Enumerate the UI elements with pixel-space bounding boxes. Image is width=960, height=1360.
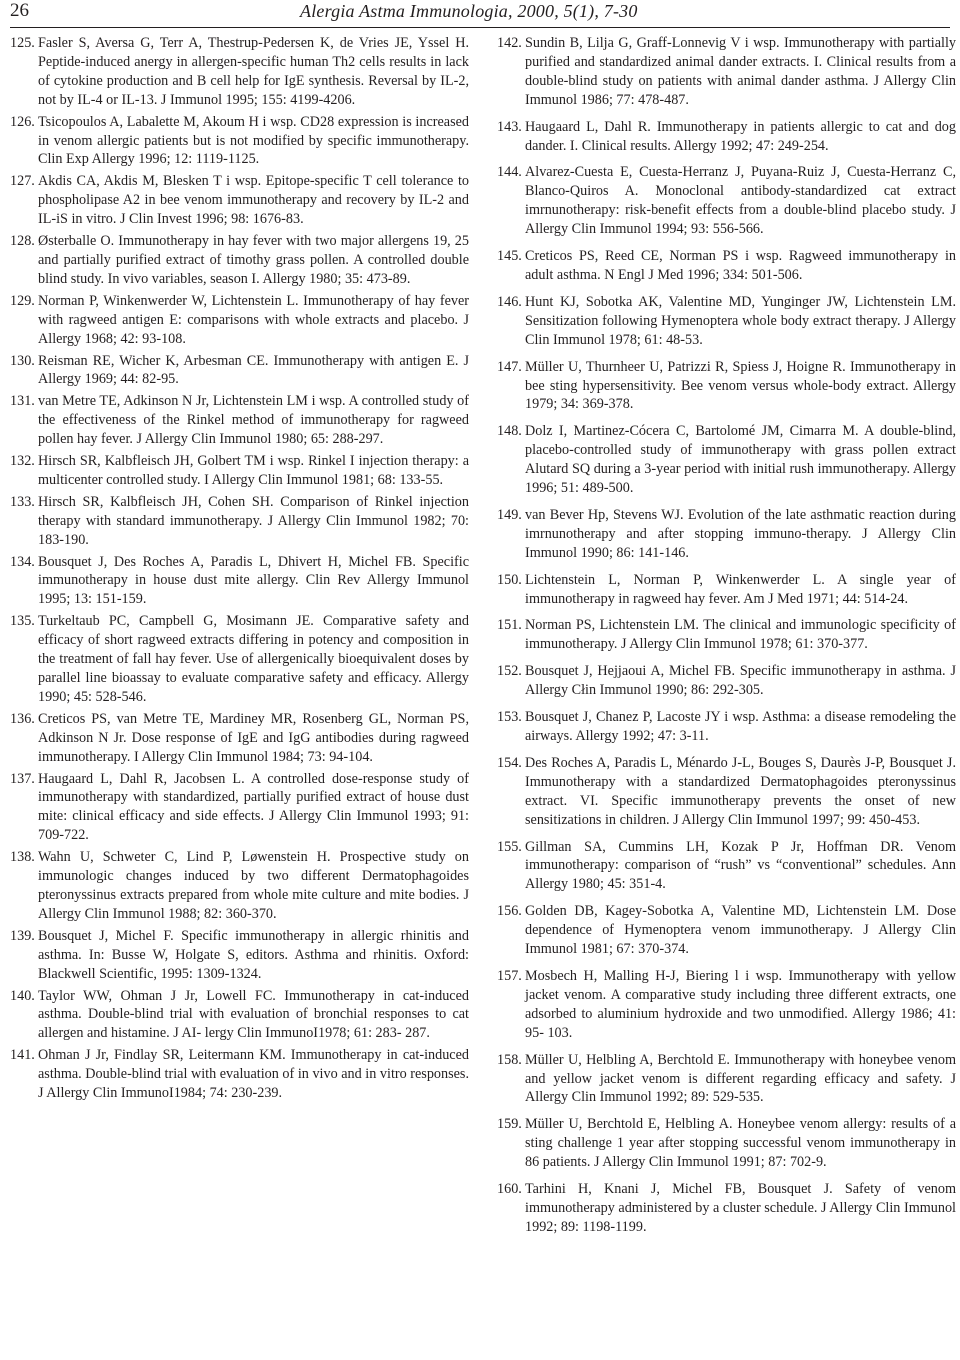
- reference-item: [497, 902, 956, 959]
- reference-number: 150.: [497, 571, 522, 588]
- reference-text: Gillman SA, Cummins LH, Kozak P Jr, Hoffman DR. Venom immunotherapy: comparison of “rush” vs “conventional” schedules. Ann Allergy 1980; 45: 351-4.: [525, 838, 956, 893]
- reference-text: Müller U, Berchtold E, Helbling A. Honeybee venom allergy: results of a sting challenge 1 year after stopping successful venom immunotherapy in 86 patients. J Allergy Clin Immunol 1991; 87: 702-9.: [525, 1116, 956, 1171]
- reference-item: [497, 358, 956, 415]
- reference-number: 155.: [497, 838, 522, 855]
- reference-number: 132.: [10, 453, 35, 470]
- reference-item: [497, 754, 956, 830]
- reference-item: [10, 987, 469, 1044]
- reference-item: [10, 352, 469, 390]
- reference-text: Creticos PS, van Metre TE, Mardiney MR, Rosenberg GL, Norman PS, Adkinson N Jr. Dose response of IgE and IgG antibodies during ragweed immunotherapy. I Allergy Clin Immunol 1984; 73: 94-104.: [38, 710, 469, 765]
- reference-text: Hirsch SR, Kalbfleisch JH, Golbert TM i wsp. Rinkel I injection therapy: a multicenter controlled study. I Allergy Clin Immunol 1981; 68: 133-55.: [38, 453, 469, 488]
- reference-number: 156.: [497, 903, 522, 920]
- reference-number: 127.: [10, 173, 35, 190]
- reference-text: Bousquet J, Michel F. Specific immunotherapy in allergic rhinitis and asthma. In: Busse W, Holgate S, editors. Asthma and rhinitis. Oxford: Blackwell Scientific, 1995: 1309-1324.: [38, 927, 469, 982]
- journal-title: Alergia Astma Immunologia, 2000, 5(1), 7-30: [300, 1, 638, 21]
- reference-number: 153.: [497, 709, 522, 726]
- reference-number: 143.: [497, 118, 522, 135]
- reference-text: Bousquet J, Hejjaoui A, Michel FB. Specific immunotherapy in asthma. J Allergy Cłin Immunol 1990; 86: 292-305.: [525, 663, 956, 699]
- reference-item: [10, 848, 469, 924]
- reference-item: [497, 293, 956, 350]
- reference-text: Golden DB, Kagey-Sobotka A, Valentine MD, Lichtenstein LM. Dose dependence of Hymenoptera venom immunotherapy. J Allergy Clin Immunol 1981; 67: 370-374.: [525, 903, 956, 958]
- page-number: 26: [10, 0, 29, 21]
- reference-text: Akdis CA, Akdis M, Blesken T i wsp. Epitope-specific T cell tolerance to phospholipase A2 in bee venom immunotherapy and recovery by IL-2 and IL-iS in vitro. J Clin Invest 1996; 98: 1676-83.: [38, 173, 469, 228]
- reference-item: [10, 113, 469, 170]
- reference-number: 130.: [10, 352, 35, 369]
- reference-text: van Metre TE, Adkinson N Jr, Lichtenstein LM i wsp. A controlled study of the effectiveness of the Rinkel method of immunotherapy for ragweed pollen hay fever. J Allergy Clin Immunol 1980; 65: 288-297.: [38, 393, 469, 448]
- reference-number: 140.: [10, 987, 35, 1004]
- reference-text: Tarhini H, Knani J, Michel FB, Bousquet J. Safety of venom immunotherapy administered by a cluster schedule. J Allergy Clin Immunol 1992; 89: 1198-1199.: [525, 1181, 956, 1235]
- reference-item: [10, 553, 469, 610]
- reference-item: [497, 34, 956, 110]
- reference-number: 133.: [10, 493, 35, 510]
- reference-item: [497, 1180, 956, 1237]
- page-header: [0, 0, 960, 30]
- reference-number: 126.: [10, 113, 35, 130]
- reference-item: [497, 118, 956, 156]
- reference-number: 142.: [497, 35, 522, 51]
- reference-text: Hirsch SR, Kalbfleisch JH, Cohen SH. Comparison of Rinkel injection therapy with standard immunotherapy. J Allergy Clin Immunol 1982; 70: 183-190.: [38, 493, 469, 548]
- reference-number: 129.: [10, 292, 35, 309]
- reference-item: [497, 838, 956, 895]
- reference-item: [10, 392, 469, 449]
- header-rule: [10, 27, 950, 28]
- reference-number: 141.: [10, 1047, 35, 1064]
- reference-item: [497, 506, 956, 563]
- reference-item: [497, 571, 956, 609]
- reference-number: 134.: [10, 553, 35, 570]
- reference-number: 151.: [497, 617, 522, 634]
- reference-number: 138.: [10, 849, 35, 866]
- reference-number: 135.: [10, 613, 35, 630]
- reference-number: 144.: [497, 164, 522, 181]
- reference-item: [10, 710, 469, 767]
- reference-text: Dolz I, Martinez-Cócera C, Bartolomé JM, Cimarra M. A double-blind, placebo-controlled study of immunotherapy with grass pollen extract Alutard SQ during a 3-year period with initial rush immunotherapy. Allergy 1996; 51: 489-500.: [525, 423, 956, 497]
- reference-number: 157.: [497, 967, 522, 984]
- reference-text: Müller U, Helbling A, Berchtold E. Immunotherapy with honeybee venom and yellow jacket venom is different regarding efficacy and safety. J Allergy Clin Immunol 1992; 89: 529-535.: [525, 1051, 956, 1106]
- reference-text: Fasler S, Aversa G, Terr A, Thestrup-Pedersen K, de Vries JE, Yssel H. Peptide-induced anergy in allergen-specific human Th2 cells results in lack of cytokine production and B cell help for IgE synthesis. Reversal by IL-2, not by IL-4 or IL-13. J Immunol 1995; 155: 4199-4206.: [38, 35, 469, 108]
- reference-item: [497, 616, 956, 654]
- reference-text: van Bever Hp, Stevens WJ. Evolution of the late asthmatic reaction during imrnunotherapy and after stopping immuno-therapy. J Allergy Clin Immunol 1990; 86: 141-146.: [525, 506, 956, 561]
- reference-number: 136.: [10, 710, 35, 727]
- reference-item: [10, 770, 469, 846]
- reference-text: Wahn U, Schweter C, Lind P, Løwenstein H. Prospective study on immunologic changes induced by two different Dermatophagoides pteronyssinus extracts prepared from whole mite culture and mite bodies. J Allergy Clin Immunol 1988; 82: 360-370.: [38, 849, 469, 922]
- reference-text: Norman P, Winkenwerder W, Lichtenstein L. Immunotherapy of hay fever with ragweed antigen E: comparisons with whole extracts and placebo. J Allergy 1968; 42: 93-108.: [38, 292, 469, 347]
- reference-text: Østerballe O. Immunotherapy in hay fever with two major allergens 19, 25 and partially purified extract of timothy grass pollen. A controlled double blind study. In vivo variables, season I. Allergy 1980; 35: 473-89.: [38, 233, 469, 287]
- reference-item: [10, 232, 469, 289]
- reference-item: [497, 247, 956, 285]
- reference-text: Creticos PS, Reed CE, Norman PS i wsp. Ragweed immunotherapy in adult asthma. N Engl J Med 1996; 334: 501-506.: [525, 248, 956, 283]
- reference-number: 148.: [497, 423, 522, 440]
- reference-number: 160.: [497, 1181, 522, 1198]
- reference-text: Bousquet J, Des Roches A, Paradis L, Dhivert H, Michel FB. Specific immunotherapy in house dust mite allergy. Clin Rev Allergy Immunol 1995; 13: 151-159.: [38, 553, 469, 608]
- reference-number: 125.: [10, 35, 35, 51]
- reference-column-right: [497, 34, 956, 1237]
- reference-item: [497, 1115, 956, 1172]
- reference-text: Ohman J Jr, Findlay SR, Leitermann KM. Immunotherapy in cat-induced asthma. Double-blind trial with evaluation of in vivo and in vitro responses. J Allergy Clin ImmunoI1984; 74: 230-239.: [38, 1047, 469, 1102]
- reference-item: [10, 493, 469, 550]
- reference-text: Reisman RE, Wicher K, Arbesman CE. Immunotherapy with antigen E. J Allergy 1969; 44: 82-95.: [38, 352, 469, 388]
- reference-item: [10, 34, 469, 110]
- reference-number: 137.: [10, 770, 35, 787]
- reference-item: [497, 1051, 956, 1108]
- reference-item: [10, 927, 469, 984]
- reference-number: 131.: [10, 393, 35, 410]
- reference-column-left: [10, 34, 469, 1103]
- reference-item: [497, 708, 956, 746]
- reference-item: [10, 172, 469, 229]
- reference-text: Sundin B, Lilja G, Graff-Lonnevig V i wsp. Immunotherapy with partially purified and standardized animal dander extracts. I. Clinical results from a double-blind study on patients with animal dander asthma. J Allergy Clin Immunol 1986; 77: 478-487.: [525, 35, 956, 108]
- reference-item: [497, 967, 956, 1043]
- reference-number: 139.: [10, 927, 35, 944]
- reference-item: [10, 1046, 469, 1103]
- reference-item: [497, 422, 956, 498]
- reference-number: 128.: [10, 233, 35, 250]
- reference-number: 146.: [497, 293, 522, 310]
- reference-text: Hunt KJ, Sobotka AK, Valentine MD, Yunginger JW, Lichtenstein LM. Sensitization following Hymenoptera whole body extract therapy. J Allergy Clin Immunol 1978; 61: 48-53.: [525, 293, 956, 348]
- reference-text: Tsicopoulos A, Labalette M, Akoum H i wsp. CD28 expression is increased in venom allergic patients but is not modified by specific immunotherapy. Clin Exp Allergy 1996; 12: 1119-1125.: [38, 113, 469, 168]
- reference-text: Norman PS, Lichtenstein LM. The clinical and immunologic specificity of immunotherapy. J Allergy Clin Immunol 1978; 61: 370-377.: [525, 617, 956, 653]
- reference-text: Haugaard L, Dahl R. Immunotherapy in patients allergic to cat and dog dander. I. Clinical results. Allergy 1992; 47: 249-254.: [525, 118, 956, 154]
- reference-text: Des Roches A, Paradis L, Ménardo J-L, Bouges S, Daurès J-P, Bousquet J. Immunotherapy with a standardized Dermatophagoides pteronyssinus extract. VI. Specific immunotherapy prevents the onset of new sensitizations in children. J Allergy Clin Immunol 1997; 99: 450-453.: [525, 754, 956, 828]
- reference-item: [497, 662, 956, 700]
- reference-text: Turkeltaub PC, Campbell G, Mosimann JE. Comparative safety and efficacy of short ragweed extracts differing in potency and composition in the treatment of fall hay fever. Use of allergenically bioequivalent doses by parallel line bioassay to evaluate comparative safety and efficacy. Allergy 1990; 45: 528-546.: [38, 613, 469, 705]
- reference-number: 145.: [497, 248, 522, 265]
- reference-number: 159.: [497, 1116, 522, 1133]
- reference-text: Alvarez-Cuesta E, Cuesta-Herranz J, Puyana-Ruiz J, Cuesta-Herranz C, Blanco-Quiros A. Monoclonal antibody-standardized cat extract imrnunotherapy: risk-benefit effects from a double-blind placebo study. J Allergy Clin Immunol 1994; 93: 556-566.: [525, 164, 956, 238]
- reference-number: 152.: [497, 663, 522, 680]
- reference-number: 154.: [497, 754, 522, 771]
- reference-item: [497, 163, 956, 239]
- reference-item: [10, 452, 469, 490]
- reference-number: 149.: [497, 506, 522, 523]
- reference-item: [10, 612, 469, 707]
- reference-text: Haugaard L, Dahl R, Jacobsen L. A controlled dose-response study of immunotherapy with standardized, partially purified extract of house dust mite: clinical efficacy and side effects. J Allergy Clin Immunol 1993; 91: 709-722.: [38, 770, 469, 844]
- reference-number: 158.: [497, 1051, 522, 1068]
- reference-text: Lichtenstein L, Norman P, Winkenwerder L. A single year of immunotherapy in ragweed hay fever. Am J Med 1971; 44: 514-24.: [525, 571, 956, 607]
- reference-text: Müller U, Thurnheer U, Patrizzi R, Spiess J, Hoigne R. Immunotherapy in bee sting hypersensitivity. Bee venom versus whole-body extract. Allergy 1979; 34: 369-378.: [525, 358, 956, 413]
- reference-text: Taylor WW, Ohman J Jr, Lowell FC. Immunotherapy in cat-induced asthma. Double-blind trial with evaluation of bronchial responses to cat allergen and histamine. J AI- lergy Clin ImmunoI1978; 61: 283- 287.: [38, 987, 469, 1042]
- reference-text: Mosbech H, Malling H-J, Biering l i wsp. Immunotherapy with yellow jacket venom. A comparative study including three different extracts, one adsorbed to aluminium hydroxide and two unmodified. Allergy 1986; 41: 95- 103.: [525, 967, 956, 1041]
- reference-text: Bousquet J, Chanez P, Lacoste JY i wsp. Asthma: a disease remodełing the airways. Allergy 1992; 47: 3-11.: [525, 709, 956, 744]
- reference-item: [10, 292, 469, 349]
- reference-number: 147.: [497, 358, 522, 375]
